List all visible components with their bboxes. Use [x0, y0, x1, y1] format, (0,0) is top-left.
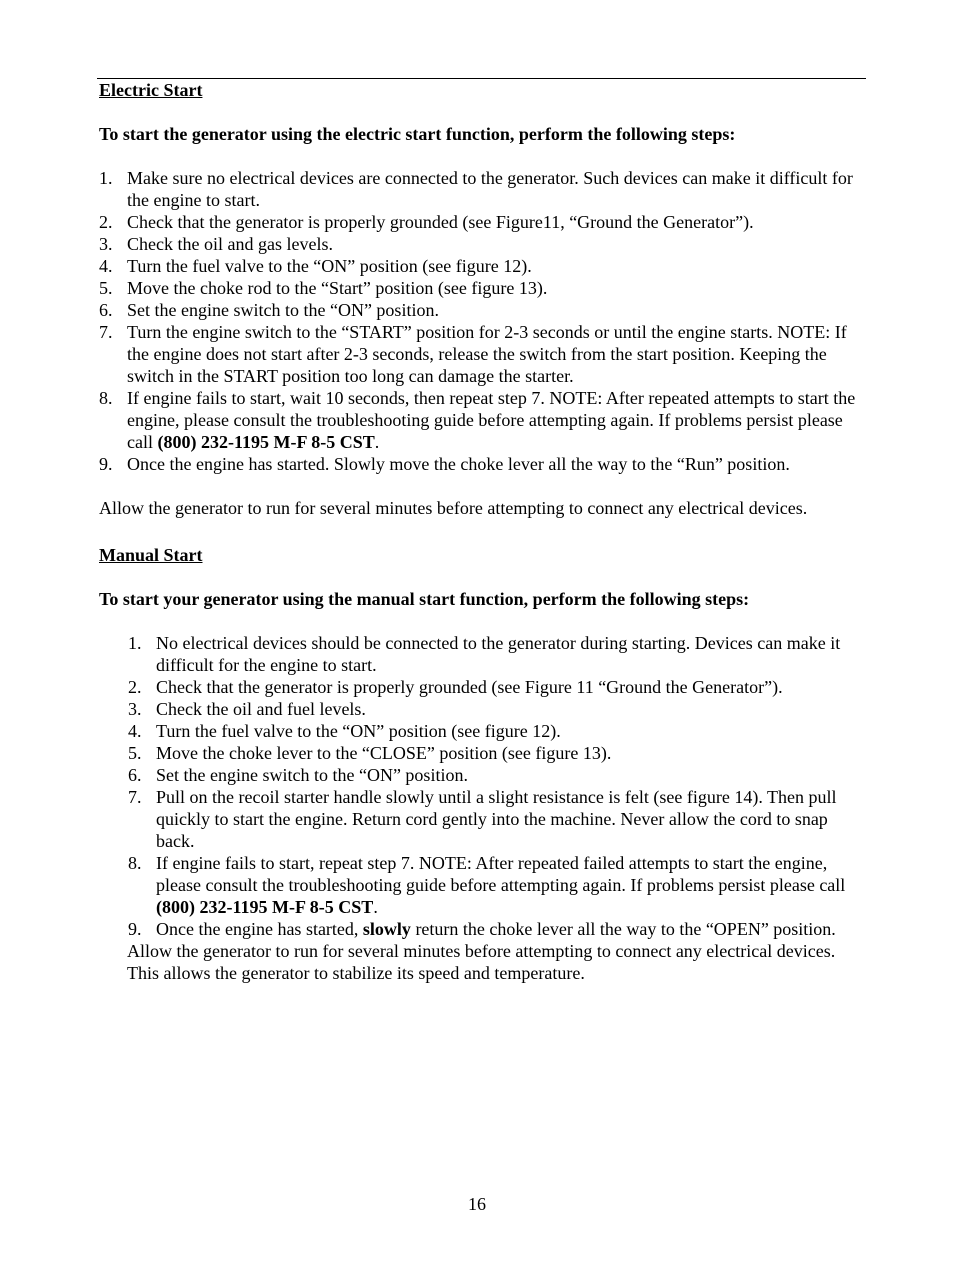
step-number: 8. — [99, 388, 113, 408]
manual-start-section — [99, 544, 864, 984]
step-text: Set the engine switch to the “ON” position. — [127, 300, 439, 320]
step-number: 7. — [128, 787, 142, 807]
support-phone: (800) 232-1195 M-F 8-5 CST — [156, 897, 374, 917]
manual-start-closing: Allow the generator to run for several minutes before attempting to connect any electrical devices. This allows the generator to stabilize its speed and temperature. — [127, 941, 836, 983]
electric-start-intro: To start the generator using the electric start function, perform the following steps: — [99, 124, 736, 144]
support-phone: (800) 232-1195 M-F 8-5 CST — [157, 432, 375, 452]
step-text: Check that the generator is properly grounded (see Figure11, “Ground the Generator”). — [127, 212, 754, 232]
list-item — [99, 453, 864, 475]
step-text: If engine fails to start, repeat step 7. NOTE: After repeated failed attempts to start the engine, please consult the troubleshooting guide before attempting again. If problems persist please call — [156, 853, 846, 895]
list-item — [99, 676, 864, 698]
step-text: Turn the engine switch to the “START” position for 2-3 seconds or until the engine starts. NOTE: If the engine does not start after 2-3 seconds, release the switch from the start position. Keeping the switch in the START position too long can damage the starter. — [127, 322, 847, 386]
electric-start-steps — [99, 167, 864, 475]
manual-start-steps — [99, 632, 864, 940]
step-number: 4. — [99, 256, 113, 276]
electric-start-closing: Allow the generator to run for several minutes before attempting to connect any electrical devices. — [99, 498, 808, 518]
step-number: 5. — [128, 743, 142, 763]
list-item — [99, 786, 864, 852]
manual-start-intro: To start your generator using the manual start function, perform the following steps: — [99, 589, 750, 609]
emphasis-slowly: slowly — [362, 919, 411, 939]
list-item — [99, 742, 864, 764]
list-item — [99, 720, 864, 742]
step-number: 5. — [99, 278, 113, 298]
step-number: 9. — [99, 454, 113, 474]
list-item — [99, 632, 864, 676]
list-item — [99, 387, 864, 453]
step-text: If engine fails to start, wait 10 seconds, then repeat step 7. NOTE: After repeated attempts to start the engine, please consult the troubleshooting guide before attempting again. If problems persist please call — [127, 388, 856, 452]
step-number: 4. — [128, 721, 142, 741]
step-text: Pull on the recoil starter handle slowly until a slight resistance is felt (see figure 14). Then pull quickly to start the engine. Return cord gently into the machine. Never allow the cord to snap back. — [156, 787, 837, 851]
step-text: Set the engine switch to the “ON” position. — [156, 765, 468, 785]
list-item — [99, 764, 864, 786]
electric-start-heading: Electric Start — [99, 80, 203, 100]
list-item — [99, 167, 864, 211]
list-item — [99, 698, 864, 720]
step-text: Check the oil and gas levels. — [127, 234, 333, 254]
page-number: 16 — [468, 1194, 486, 1214]
manual-start-heading: Manual Start — [99, 545, 203, 565]
step-text-end: . — [374, 432, 380, 452]
step-text: Move the choke rod to the “Start” position (see figure 13). — [127, 278, 548, 298]
step-text: Turn the fuel valve to the “ON” position (see figure 12). — [156, 721, 561, 741]
list-item — [99, 277, 864, 299]
step-number: 9. — [128, 919, 142, 939]
step-text: Make sure no electrical devices are connected to the generator. Such devices can make it difficult for the engine to start. — [127, 168, 853, 210]
step-number: 2. — [99, 212, 113, 232]
step-number: 2. — [128, 677, 142, 697]
step-number: 1. — [99, 168, 113, 188]
step-number: 3. — [99, 234, 113, 254]
step-text: Once the engine has started. Slowly move the choke lever all the way to the “Run” position. — [127, 454, 790, 474]
list-item — [99, 255, 864, 277]
electric-start-section — [99, 79, 864, 519]
step-text: Check that the generator is properly grounded (see Figure 11 “Ground the Generator”). — [156, 677, 783, 697]
step-text-end: return the choke lever all the way to the “OPEN” position. — [410, 919, 836, 939]
step-number: 1. — [128, 633, 142, 653]
step-number: 6. — [128, 765, 142, 785]
step-text: Check the oil and fuel levels. — [156, 699, 366, 719]
list-item — [99, 852, 864, 918]
step-number: 6. — [99, 300, 113, 320]
step-text: Turn the fuel valve to the “ON” position (see figure 12). — [127, 256, 532, 276]
step-text: Once the engine has started, — [156, 919, 363, 939]
step-text: Move the choke lever to the “CLOSE” position (see figure 13). — [156, 743, 612, 763]
step-number: 8. — [128, 853, 142, 873]
list-item — [99, 233, 864, 255]
list-item — [99, 299, 864, 321]
list-item — [99, 321, 864, 387]
step-number: 3. — [128, 699, 142, 719]
step-text-end: . — [373, 897, 378, 917]
step-number: 7. — [99, 322, 113, 342]
list-item — [99, 211, 864, 233]
step-text: No electrical devices should be connected to the generator during starting. Devices can make it difficult for the engine to start. — [156, 633, 841, 675]
list-item — [99, 918, 864, 940]
